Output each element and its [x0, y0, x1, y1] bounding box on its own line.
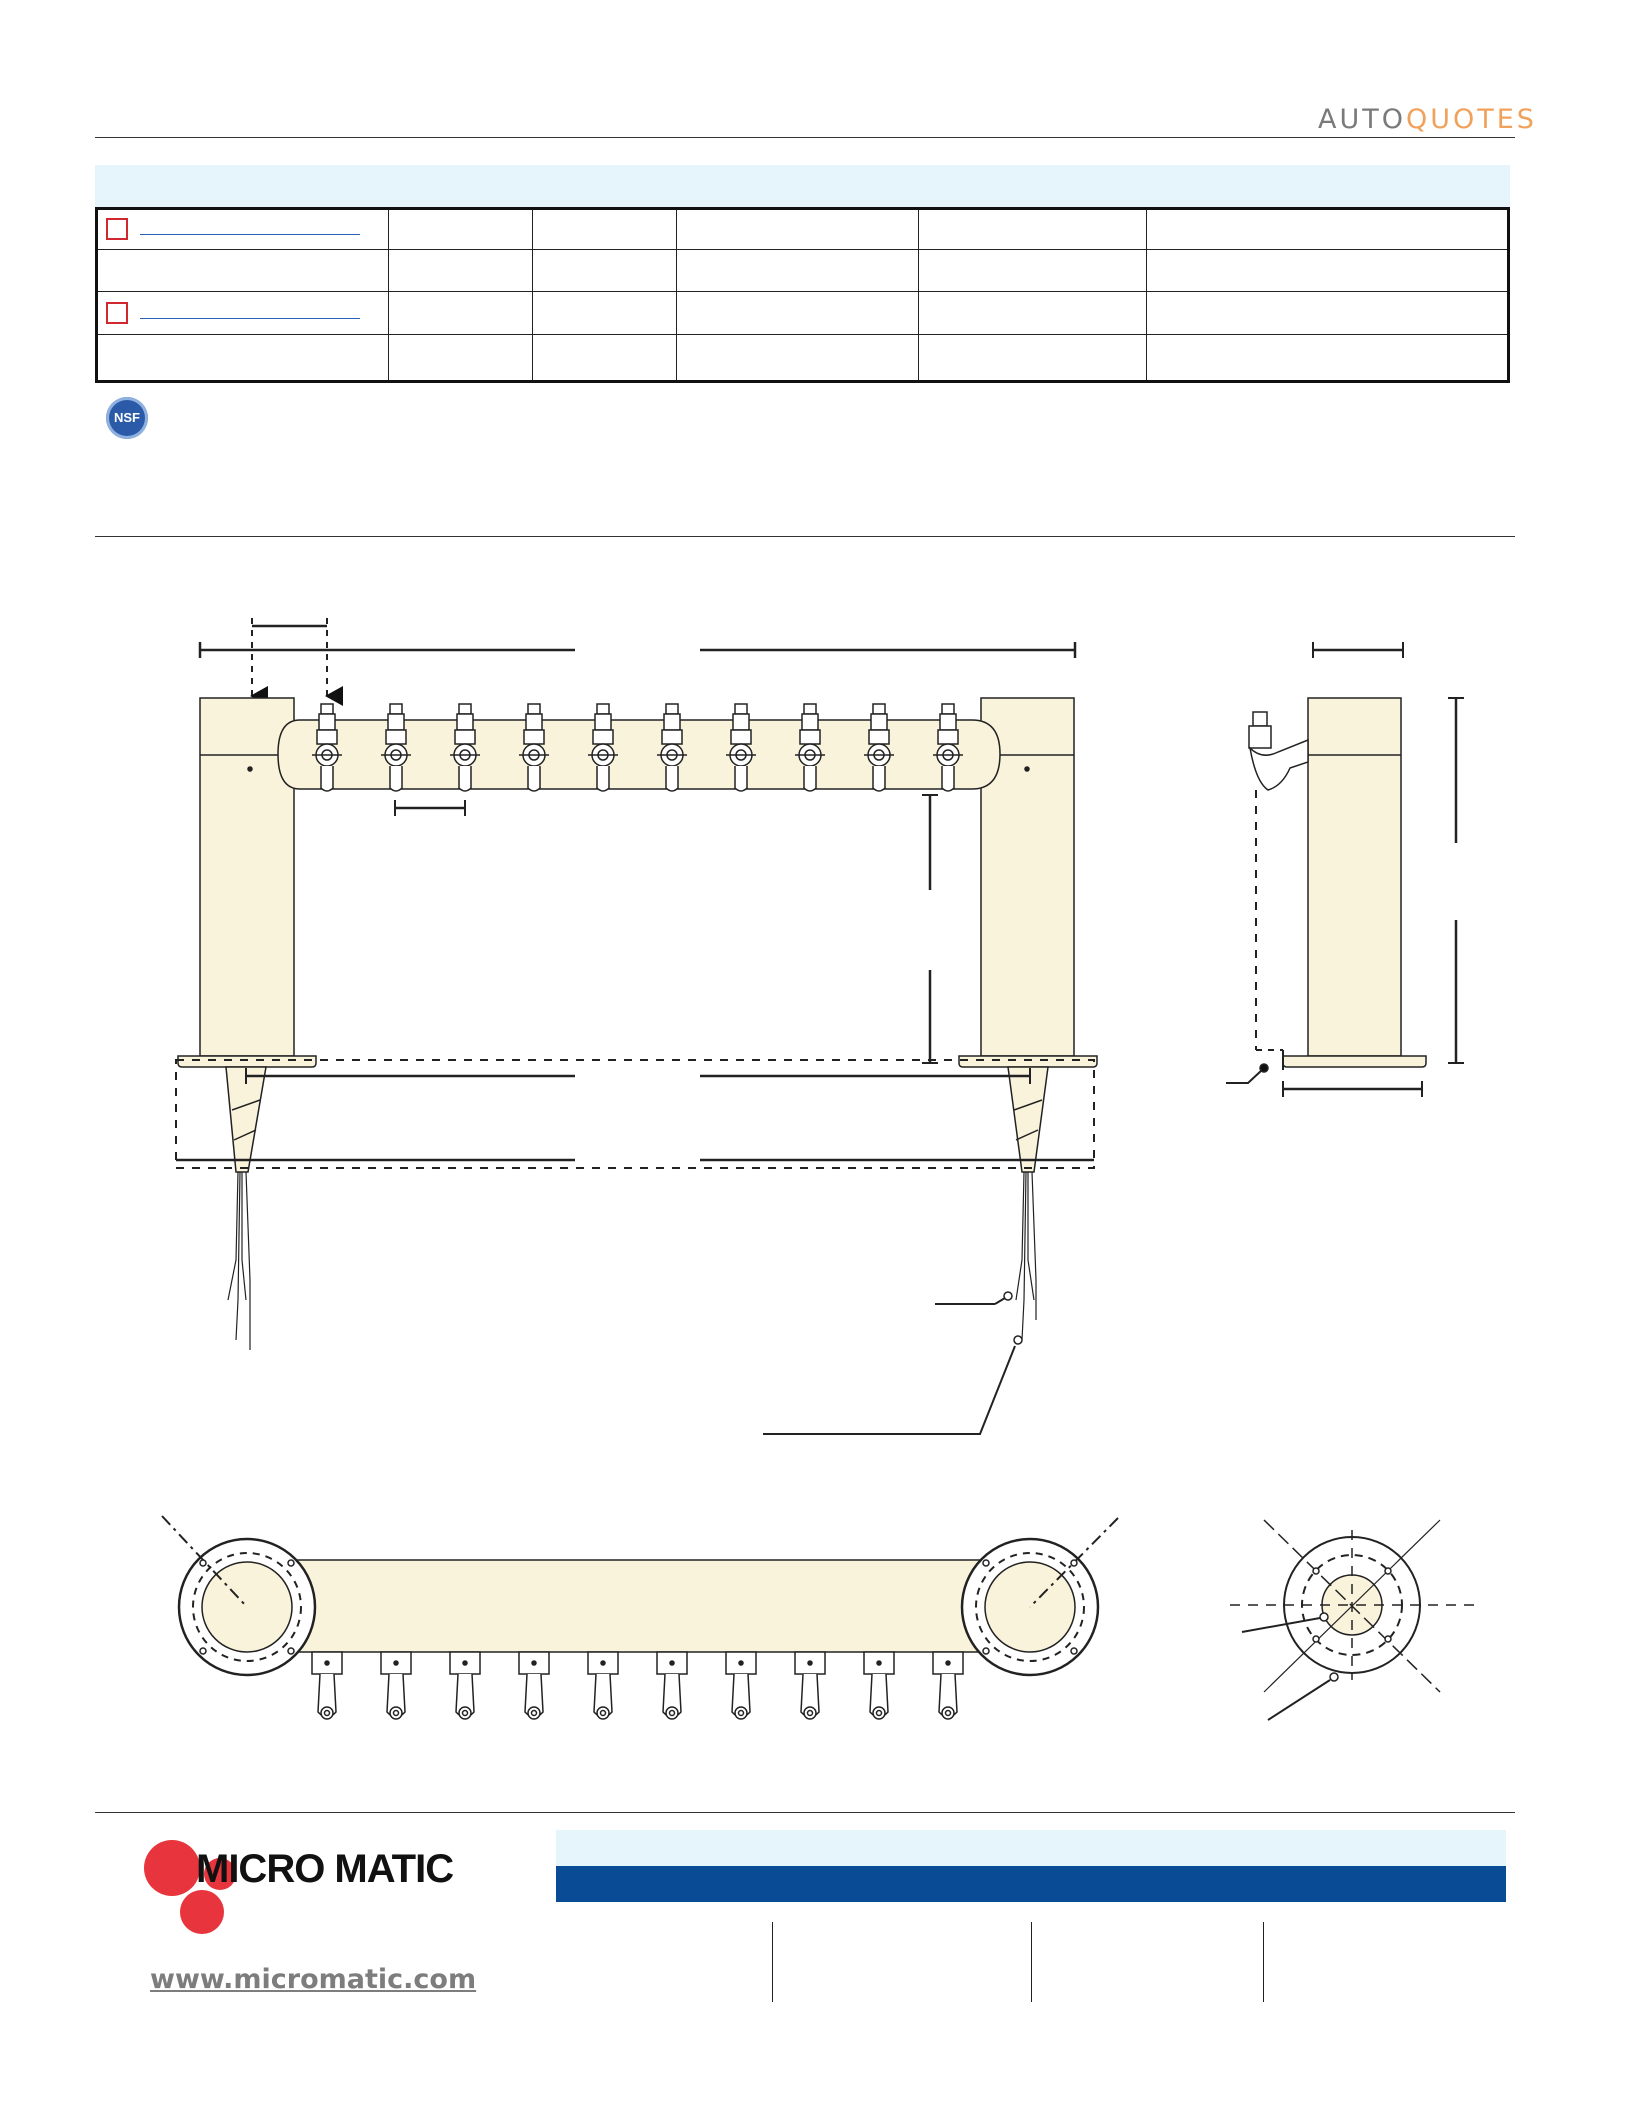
faucet-top [795, 1652, 825, 1719]
right-shank-cover [1008, 1067, 1048, 1172]
footer-band-light [556, 1830, 1506, 1866]
faucet-top [519, 1652, 549, 1719]
footer-divider [95, 1812, 1515, 1813]
footer-column-divider [772, 1922, 773, 2002]
faucet-top [657, 1652, 687, 1719]
faucet-top [312, 1652, 342, 1719]
side-view-column [1308, 698, 1401, 1056]
side-faucet [1249, 712, 1308, 790]
right-base-flange [959, 1056, 1097, 1067]
faucet-top [450, 1652, 480, 1719]
left-base-flange [178, 1056, 316, 1067]
top-view-faucet-row [312, 1652, 963, 1719]
company-name: MICRO MATIC [196, 1847, 454, 1891]
faucet-top [933, 1652, 963, 1719]
nsf-certification-icon: NSF [106, 397, 148, 439]
faucet-top [588, 1652, 618, 1719]
website-link[interactable]: www.micromatic.com [150, 1964, 477, 1995]
footer-band-dark [556, 1866, 1506, 1902]
faucet-top [864, 1652, 894, 1719]
faucet-top [726, 1652, 756, 1719]
faucet-top [381, 1652, 411, 1719]
footer-column-divider [1263, 1922, 1264, 2002]
top-view-bar [245, 1560, 1015, 1652]
autoquotes-logo: AUTOQUOTES [1318, 104, 1537, 135]
footer-column-divider [1031, 1922, 1032, 2002]
